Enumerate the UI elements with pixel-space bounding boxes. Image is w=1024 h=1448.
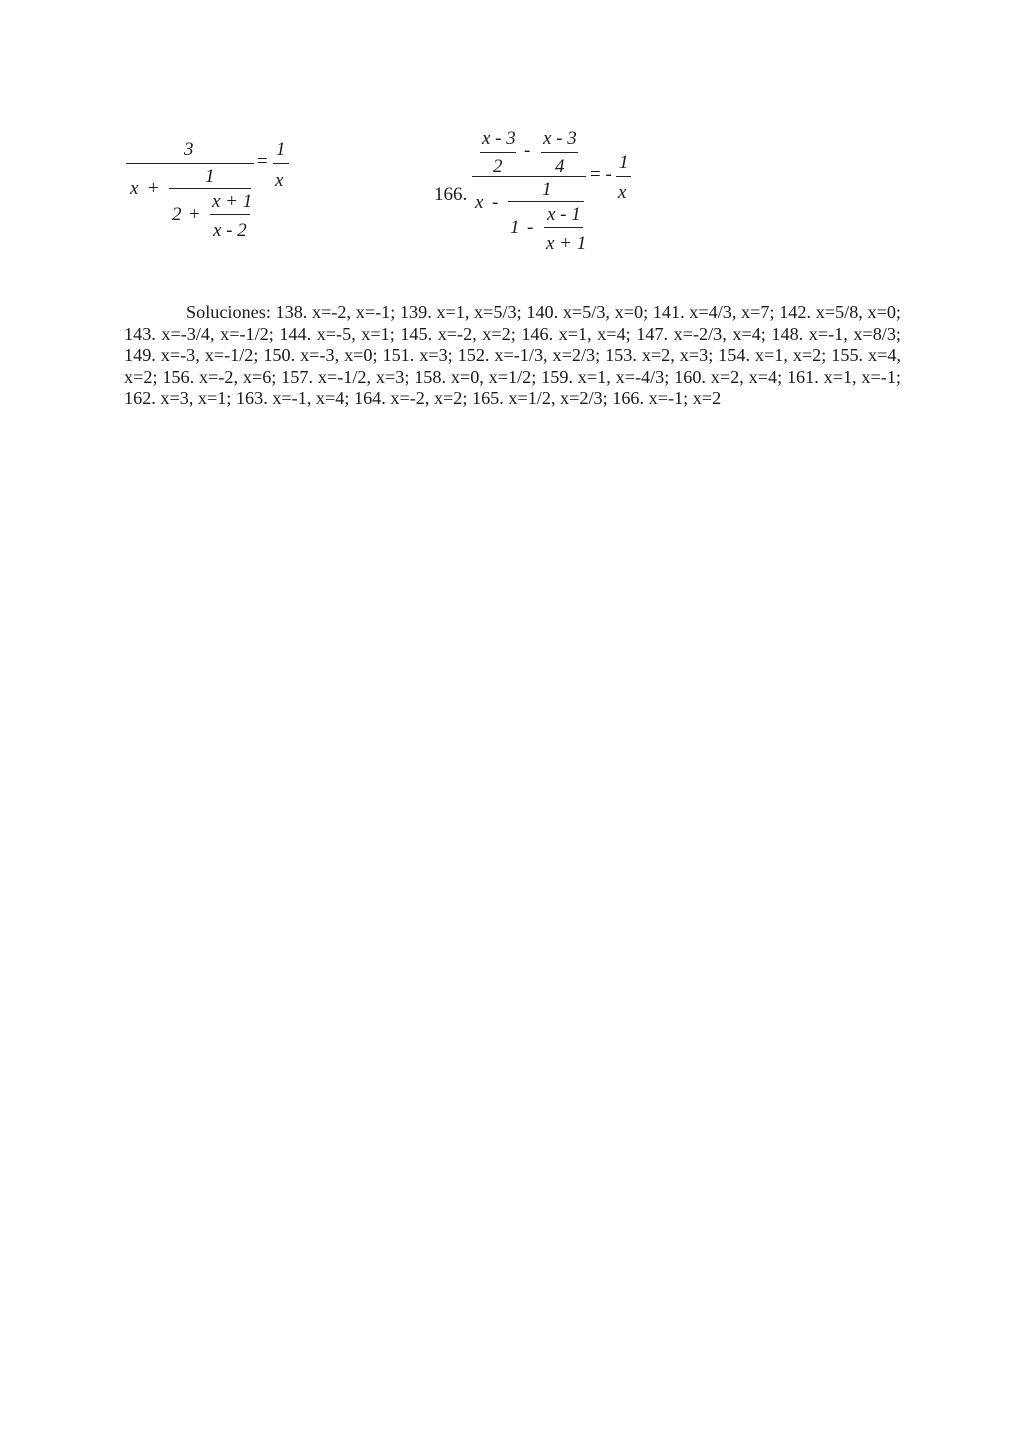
eq166-den-x: x (475, 192, 484, 213)
eq165-rhs-denominator: x (275, 170, 284, 191)
eq166-main-fraction-bar (472, 176, 586, 177)
eq165-equals: = (257, 151, 268, 172)
eq166-rhs-fraction-bar (616, 176, 631, 177)
solutions-paragraph: Soluciones: 138. x=-2, x=-1; 139. x=1, x=5/3; 140. x=5/3, x=0; 141. x=4/3, x=7; 142. x=5/8, x=0; 143. x=-3/4, x=-1/2; 144. x=-5, x=1; 145. x=-2, x=2; 146. x=1, x=4; 147. x=-2/3, x=4; 148. x=-1, x=8/3; 149. x=-3, x=-1/2; 150. x=-3, x=0; 151. x=3; 152. x=-1/3, x=2/3; 153. x=2, x=3; 154. x=1, x=2; 155. x=4, x=2; 156. x=-2, x=6; 157. x=-1/2, x=3; 158. x=0, x=1/2; 159. x=1, x=-4/3; 160. x=2, x=4; 161. x=1, x=-1; 162. x=3, x=1; 163. x=-1, x=4; 164. x=-2, x=2; 165. x=1/2, x=2/3; 166. x=-1; x=2 (124, 302, 901, 409)
eq165-main-fraction-bar (126, 163, 254, 164)
eq165-rhs-numerator: 1 (276, 139, 286, 160)
eq166-num-b-bottom: 4 (555, 156, 565, 177)
eq165-plus: + (148, 178, 159, 199)
eq165-innermost-denominator: x - 2 (213, 220, 247, 241)
eq166-num-a-bottom: 2 (493, 156, 503, 177)
eq166-num-b-top: x - 3 (543, 128, 577, 149)
eq165-inner-numerator: 1 (205, 166, 215, 187)
eq165-x: x (130, 178, 139, 199)
eq165-inner-fraction-bar (169, 188, 251, 189)
eq166-num-b-bar (541, 152, 578, 153)
eq166-den-one: 1 (510, 217, 520, 238)
eq166-den-frac-bar (508, 201, 584, 202)
eq166-den-inner-bottom: x + 1 (546, 233, 587, 254)
eq166-equals: = - (590, 164, 612, 185)
eq165-rhs-fraction-bar (273, 163, 289, 164)
eq166-rhs-denominator: x (618, 182, 627, 203)
eq165-plus2: + (189, 204, 200, 225)
eq165-two: 2 (172, 204, 182, 225)
eq166-den-minus2: - (527, 217, 534, 238)
eq166-num-a-bar (480, 152, 516, 153)
eq166-den-minus: - (492, 192, 499, 213)
eq165-innermost-fraction-bar (210, 214, 250, 215)
eq166-minus: - (524, 140, 531, 161)
eq166-number-label: 166. (434, 184, 468, 205)
eq165-main-numerator: 3 (184, 139, 194, 160)
eq166-num-a-top: x - 3 (482, 128, 516, 149)
eq166-rhs-numerator: 1 (619, 152, 629, 173)
eq166-den-inner-bar (544, 227, 583, 228)
eq165-innermost-numerator: x + 1 (212, 191, 253, 212)
eq166-den-frac-top: 1 (542, 179, 552, 200)
eq166-den-inner-top: x - 1 (547, 204, 581, 225)
